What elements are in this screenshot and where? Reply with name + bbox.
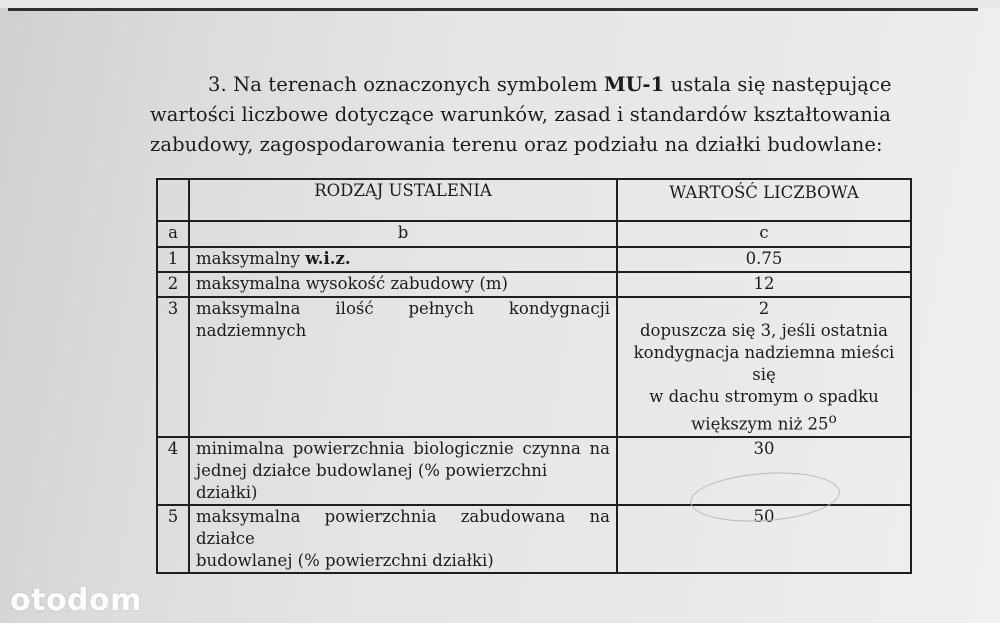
- page-top-edge: [0, 0, 1000, 8]
- row-value: 0.75: [617, 247, 911, 272]
- column-letter-b: b: [189, 221, 617, 247]
- row-description-line-2: jednej działce budowlanej (% powierzchni działki): [196, 460, 548, 502]
- column-letters-row: [157, 221, 911, 247]
- paragraph-line-2: wartości liczbowe dotyczące warunków, zasad i standardów kształtowania: [150, 103, 891, 126]
- row-note-line-1: dopuszcza się 3, jeśli ostatnia: [640, 321, 888, 340]
- row-number: 4: [157, 437, 189, 505]
- row-number: 5: [157, 505, 189, 573]
- header-cell-type: RODZAJ USTALENIA: [189, 179, 617, 221]
- row-number: 3: [157, 297, 189, 437]
- row-description-line-2: nadziemnych: [196, 321, 307, 340]
- row-description-line-2: budowlanej (% powierzchni działki): [196, 550, 494, 570]
- paragraph-line-1: [150, 70, 892, 100]
- row-description-line-1: maksymalna powierzchnia zabudowana na działce: [196, 506, 610, 548]
- row-value: 2: [758, 299, 770, 318]
- row-value: 50: [617, 505, 911, 573]
- row-value: 30: [617, 437, 911, 505]
- row-note-line-4-text: większym niż 25: [691, 414, 829, 434]
- paragraph-line-1-start: 3. Na terenach oznaczonych symbolem: [208, 73, 604, 96]
- row-value: 12: [617, 272, 911, 297]
- table-header-row: [157, 179, 911, 221]
- degree-superscript: o: [828, 411, 837, 427]
- header-cell-value: WARTOŚĆ LICZBOWA: [617, 179, 911, 221]
- row-description: [189, 297, 617, 437]
- row-number: 1: [157, 247, 189, 272]
- row-description: maksymalna wysokość zabudowy (m): [189, 272, 617, 297]
- section-paragraph: [150, 70, 892, 160]
- table-row: [157, 247, 911, 272]
- header-cell-number: [157, 179, 189, 221]
- row-note-line-2: kondygnacja nadziemna mieści się: [633, 343, 895, 384]
- row-description-bold: w.i.z.: [305, 249, 351, 268]
- paragraph-line-1-end: ustala się następujące: [664, 73, 892, 96]
- column-letter-a: a: [157, 221, 189, 247]
- column-letter-c: c: [617, 221, 911, 247]
- table-row: [157, 297, 911, 437]
- row-note-line-4: [624, 408, 904, 436]
- row-description: [189, 437, 617, 505]
- otodom-watermark: otodom: [10, 583, 142, 618]
- row-value-cell: [617, 297, 911, 437]
- row-note-line-3: w dachu stromym o spadku: [649, 387, 879, 406]
- paragraph-line-3: zabudowy, zagospodarowania terenu oraz podziału na działki budowlane:: [150, 133, 883, 156]
- row-description-text: maksymalny: [196, 249, 306, 268]
- row-description: [189, 505, 617, 573]
- row-description: [189, 247, 617, 272]
- table-row: [157, 272, 911, 297]
- row-description-line-1: maksymalna ilość pełnych kondygnacji: [196, 299, 610, 318]
- row-number: 2: [157, 272, 189, 297]
- page-top-rule: [8, 8, 978, 11]
- row-description-line-1: minimalna powierzchnia biologicznie czynna na: [196, 438, 610, 458]
- zone-symbol: MU-1: [603, 73, 665, 96]
